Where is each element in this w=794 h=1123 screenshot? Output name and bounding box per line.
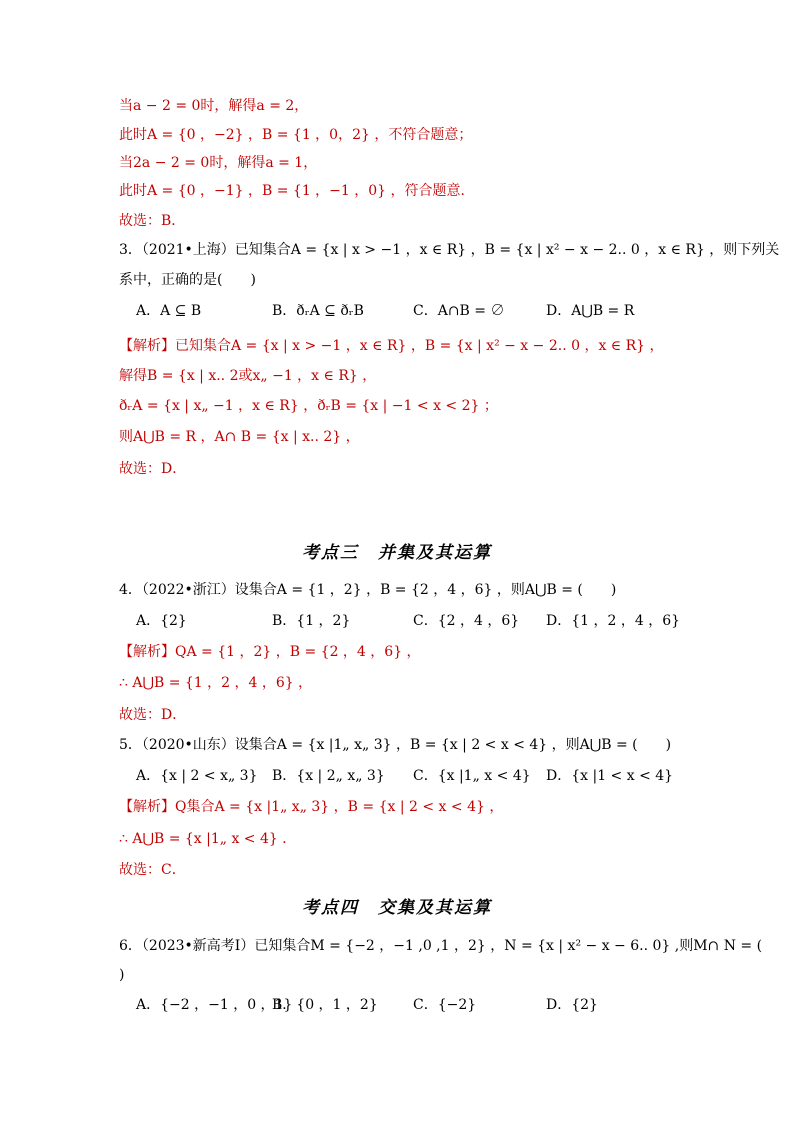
question-4-stem: 4．（2022•浙江）设集合A = {1 ，2} ，B = {2 ，4 ，6} ，则A⋃B = ( ) (119, 582, 617, 598)
q4-option-d: D．{1 ，2 ，4 ，6} (546, 613, 681, 629)
q5-option-c: C．{x |1„ x < 4} (413, 768, 531, 784)
solution-tag: 【解析】 (119, 644, 175, 660)
solution-line: 解得B = {x | x.. 2或x„ −1 ，x ∈ R} ， (119, 368, 377, 384)
q3-solution-line (119, 336, 664, 356)
solution-text: 已知集合A = {x | x > −1 ，x ∈ R} ，B = {x | x² − x − 2.. 0 ，x ∈ R} ， (175, 338, 664, 354)
q5-option-d: D．{x |1 < x < 4} (546, 768, 674, 784)
solution-text: Q集合A = {x |1„ x„ 3} ，B = {x | 2 < x < 4} ， (175, 799, 504, 815)
solution-tag: 【解析】 (119, 799, 175, 815)
q3-option-c: C．A∩B = ∅ (413, 303, 505, 319)
q6-option-a: A．{−2 ，−1 ，0 ，1} (136, 997, 293, 1013)
solution-tag: 【解析】 (119, 338, 175, 354)
q6-option-c: C．{−2} (413, 997, 477, 1013)
q5-option-a: A．{x | 2 < x„ 3} (136, 768, 258, 784)
q4-option-c: C．{2 ，4 ，6} (413, 613, 520, 629)
answer-line: 故选：C． (119, 862, 186, 878)
solution-line: ∴ A⋃B = {x |1„ x < 4} ． (119, 831, 297, 847)
q6-option-d: D．{2} (546, 997, 598, 1013)
q4-option-b: B．{1 ，2} (272, 613, 351, 629)
answer-line: 故选：B． (119, 213, 186, 229)
solution-line: ∴ A⋃B = {1 ，2 ，4 ，6} ， (119, 675, 313, 691)
q3-option-d: D．A⋃B = R (546, 303, 635, 319)
question-3-stem: 3．（2021•上海）已知集合A = {x | x > −1 ，x ∈ R} ，B = {x | x² − x − 2.. 0 ，x ∈ R} ，则下列关 (119, 242, 780, 258)
question-3-stem-cont: 系中，正确的是( ) (119, 272, 256, 288)
solution-line: 则A⋃B = R ，A∩ B = {x | x.. 2} ， (119, 429, 360, 445)
question-5-stem: 5．（2020•山东）设集合A = {x |1„ x„ 3} ，B = {x | 2 < x < 4} ，则A⋃B = ( ) (119, 737, 672, 753)
q5-solution-line (119, 797, 503, 817)
solution-line: ðᵣA = {x | x„ −1 ，x ∈ R} ，ðᵣB = {x | −1 < x < 2} ； (119, 398, 498, 414)
q6-option-b: B．{0 ，1 ，2} (272, 997, 378, 1013)
q4-option-a: A．{2} (136, 613, 187, 629)
solution-text: QA = {1 ，2} ，B = {2 ，4 ，6} ， (175, 644, 421, 660)
q4-solution-line (119, 642, 421, 662)
section-heading-4: 考点四 交集及其运算 (302, 898, 492, 918)
solution-line: 当a − 2 = 0时，解得a = 2， (119, 98, 309, 114)
solution-line: 此时A = {0 ，−2} ，B = {1 ，0，2} ，不符合题意； (119, 127, 473, 143)
answer-line: 故选：D． (119, 461, 187, 477)
q3-option-b: B．ðᵣA ⊆ ðᵣB (272, 303, 364, 319)
q3-option-a: A．A ⊆ B (136, 303, 202, 319)
answer-line: 故选：D． (119, 707, 187, 723)
section-heading-3: 考点三 并集及其运算 (302, 543, 492, 563)
solution-line: 当2a − 2 = 0时，解得a = 1， (119, 155, 318, 171)
question-6-stem-cont: ) (119, 967, 125, 983)
question-6-stem: 6．（2023•新高考Ⅰ）已知集合M = {−2 ，−1 ,0 ,1 ，2} ，N = {x | x² − x − 6.. 0} ,则M∩ N = ( (119, 938, 763, 954)
q5-option-b: B．{x | 2„ x„ 3} (272, 768, 385, 784)
solution-line: 此时A = {0 ，−1} ，B = {1 ，−1 ，0} ，符合题意． (119, 183, 475, 199)
